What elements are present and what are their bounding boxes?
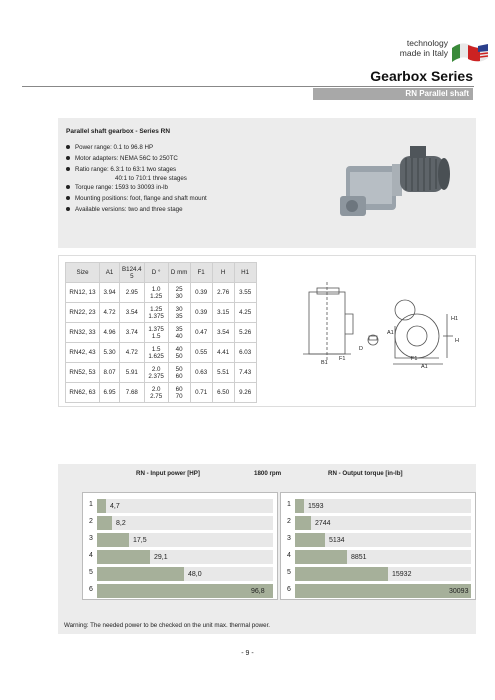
bar-value-label: 29,1 xyxy=(154,554,168,561)
table-cell: 4.72 xyxy=(100,303,120,323)
bar-value-label: 2744 xyxy=(315,520,331,527)
bar xyxy=(97,516,112,530)
feature-item xyxy=(66,164,207,182)
output-torque-chart xyxy=(280,492,476,600)
col-header: H xyxy=(212,263,234,283)
table-cell: 2.0 2.75 xyxy=(144,383,168,403)
table-cell: 3.15 xyxy=(212,303,234,323)
table-cell: 7.43 xyxy=(234,363,256,383)
table-cell: 5.30 xyxy=(100,343,120,363)
label-b1: B1 xyxy=(321,360,328,366)
label-a1-b: A1 xyxy=(421,364,428,370)
table-cell: 2.0 2.375 xyxy=(144,363,168,383)
table-cell: 2.95 xyxy=(120,283,145,303)
table-cell: 3.54 xyxy=(120,303,145,323)
bar-value-label: 48,0 xyxy=(188,571,202,578)
table-cell: 60 70 xyxy=(168,383,190,403)
brand-text xyxy=(386,38,448,58)
table-cell: 1.0 1.25 xyxy=(144,283,168,303)
brand-line-2: made in Italy xyxy=(399,48,448,58)
table-cell: 1.375 1.5 xyxy=(144,323,168,343)
bar-row xyxy=(83,514,277,532)
bar-track xyxy=(97,499,273,513)
bar-category-label: 1 xyxy=(287,501,291,508)
feature-item: Power range: 0.1 to 96.8 HP xyxy=(66,142,207,153)
col-header: D ° xyxy=(144,263,168,283)
bar-row xyxy=(83,582,277,600)
table-cell: RN12, 13 xyxy=(66,283,100,303)
page-number: - 9 - xyxy=(241,650,254,657)
warning-note: Warning: The needed power to be checked on the unit max. thermal power. xyxy=(64,622,271,629)
page-subtitle: RN Parallel shaft xyxy=(313,88,473,100)
bar-value-label: 8851 xyxy=(351,554,367,561)
table-cell: 0.55 xyxy=(190,343,212,363)
table-cell: 0.39 xyxy=(190,283,212,303)
bar-row xyxy=(281,582,475,600)
bar-value-label: 15932 xyxy=(392,571,412,578)
table-cell: 0.47 xyxy=(190,323,212,343)
dimensions-table xyxy=(65,262,257,403)
table-cell: 1.5 1.625 xyxy=(144,343,168,363)
col-header: B124.4 5 xyxy=(120,263,145,283)
bar xyxy=(97,584,273,598)
bar-category-label: 4 xyxy=(287,552,291,559)
table-cell: 3.74 xyxy=(120,323,145,343)
table-cell: 25 30 xyxy=(168,283,190,303)
page-title: Gearbox Series xyxy=(370,68,473,84)
output-torque-title: RN - Output torque [in-lb] xyxy=(328,470,403,477)
table-cell: 5.91 xyxy=(120,363,145,383)
bar-row xyxy=(281,531,475,549)
bar-track xyxy=(97,567,273,581)
col-header: Size xyxy=(66,263,100,283)
bar-category-label: 6 xyxy=(287,586,291,593)
table-cell: 40 50 xyxy=(168,343,190,363)
bar xyxy=(295,499,304,513)
bar-row xyxy=(83,548,277,566)
input-power-chart xyxy=(82,492,278,600)
table-cell: 0.39 xyxy=(190,303,212,323)
table-cell: 5.51 xyxy=(212,363,234,383)
bar-value-label: 4,7 xyxy=(110,503,120,510)
label-h: H xyxy=(455,338,459,344)
bar xyxy=(97,533,129,547)
bar-row xyxy=(281,497,475,515)
bar-row xyxy=(83,565,277,583)
brand-line-1: technology xyxy=(406,38,448,48)
bar-row xyxy=(281,514,475,532)
bar-track xyxy=(295,550,471,564)
table-cell: 6.95 xyxy=(100,383,120,403)
feature-item: Torque range: 1593 to 30093 in-lb xyxy=(66,182,207,193)
dimensions-section xyxy=(58,255,476,407)
bar-row xyxy=(83,497,277,515)
bar-category-label: 5 xyxy=(287,569,291,576)
label-a1: A1 xyxy=(387,330,394,336)
table-cell: RN32, 33 xyxy=(66,323,100,343)
feature-list xyxy=(66,142,207,215)
ratio-line-2: 40:1 to 710:1 three stages xyxy=(115,175,187,182)
brand-mark xyxy=(386,38,490,66)
table-cell: 5.26 xyxy=(234,323,256,343)
performance-section xyxy=(58,464,476,634)
bar-track xyxy=(97,533,273,547)
bar-row xyxy=(83,531,277,549)
table-cell: 4.25 xyxy=(234,303,256,323)
bar-value-label: 30093 xyxy=(449,588,469,595)
table-row xyxy=(66,383,257,403)
feature-item: Motor adapters: NEMA 56C to 250TC xyxy=(66,153,207,164)
bar xyxy=(295,550,347,564)
table-cell: 6.50 xyxy=(212,383,234,403)
bar-row xyxy=(281,565,475,583)
table-row xyxy=(66,303,257,323)
col-header: H1 xyxy=(234,263,256,283)
bar xyxy=(97,550,150,564)
col-header: D mm xyxy=(168,263,190,283)
info-heading: Parallel shaft gearbox - Series RN xyxy=(66,128,171,135)
bar-track xyxy=(295,533,471,547)
table-cell: 30 35 xyxy=(168,303,190,323)
table-cell: 6.03 xyxy=(234,343,256,363)
bar-value-label: 8,2 xyxy=(116,520,126,527)
bar-value-label: 17,5 xyxy=(133,537,147,544)
table-cell: 0.63 xyxy=(190,363,212,383)
italy-usa-flag-icon xyxy=(450,38,490,64)
bar-category-label: 4 xyxy=(89,552,93,559)
bar xyxy=(295,516,311,530)
bar-track xyxy=(295,499,471,513)
col-header: A1 xyxy=(100,263,120,283)
input-power-title: RN - Input power [HP] xyxy=(136,470,200,477)
table-cell: 8.07 xyxy=(100,363,120,383)
bar-track xyxy=(295,584,471,598)
label-d: D xyxy=(359,346,363,352)
table-cell: RN52, 53 xyxy=(66,363,100,383)
table-cell: 0.71 xyxy=(190,383,212,403)
bar xyxy=(97,499,106,513)
gearmotor-photo xyxy=(336,136,454,232)
table-cell: 4.72 xyxy=(120,343,145,363)
info-panel xyxy=(58,118,476,248)
bar-category-label: 1 xyxy=(89,501,93,508)
ratio-line-1: Ratio range: 6.3:1 to 63:1 two stages xyxy=(75,166,177,173)
bar-track xyxy=(295,516,471,530)
table-cell: RN42, 43 xyxy=(66,343,100,363)
table-cell: 2.76 xyxy=(212,283,234,303)
table-cell: 3.54 xyxy=(212,323,234,343)
bar xyxy=(295,584,471,598)
bar-track xyxy=(295,567,471,581)
table-cell: RN62, 63 xyxy=(66,383,100,403)
bar-value-label: 5134 xyxy=(329,537,345,544)
table-cell: RN22, 23 xyxy=(66,303,100,323)
rpm-label: 1800 rpm xyxy=(254,470,282,477)
table-cell: 9.26 xyxy=(234,383,256,403)
table-cell: 50 60 xyxy=(168,363,190,383)
bar-category-label: 6 xyxy=(89,586,93,593)
label-f1: F1 xyxy=(339,356,346,362)
table-cell: 1.25 1.375 xyxy=(144,303,168,323)
table-cell: 4.96 xyxy=(100,323,120,343)
table-row xyxy=(66,343,257,363)
bar-track xyxy=(97,516,273,530)
bar-category-label: 2 xyxy=(89,518,93,525)
bar-track xyxy=(97,584,273,598)
label-f1-b: F1 xyxy=(411,356,418,362)
table-cell: 4.41 xyxy=(212,343,234,363)
bar xyxy=(295,533,325,547)
bar-value-label: 96,8 xyxy=(251,588,265,595)
label-h1: H1 xyxy=(451,316,459,322)
bar xyxy=(295,567,388,581)
feature-item: Available versions: two and three stage xyxy=(66,204,207,215)
bar xyxy=(97,567,184,581)
bar-category-label: 2 xyxy=(287,518,291,525)
bar-row xyxy=(281,548,475,566)
bar-category-label: 3 xyxy=(89,535,93,542)
bar-track xyxy=(97,550,273,564)
table-cell: 3.94 xyxy=(100,283,120,303)
table-cell: 7.68 xyxy=(120,383,145,403)
table-cell: 3.55 xyxy=(234,283,256,303)
table-row xyxy=(66,363,257,383)
table-row xyxy=(66,323,257,343)
col-header: F1 xyxy=(190,263,212,283)
feature-item: Mounting positions: foot, flange and shaft mount xyxy=(66,193,207,204)
bar-category-label: 5 xyxy=(89,569,93,576)
table-row xyxy=(66,283,257,303)
bar-value-label: 1593 xyxy=(308,503,324,510)
bar-category-label: 3 xyxy=(287,535,291,542)
table-cell: 35 40 xyxy=(168,323,190,343)
title-divider xyxy=(22,86,474,87)
